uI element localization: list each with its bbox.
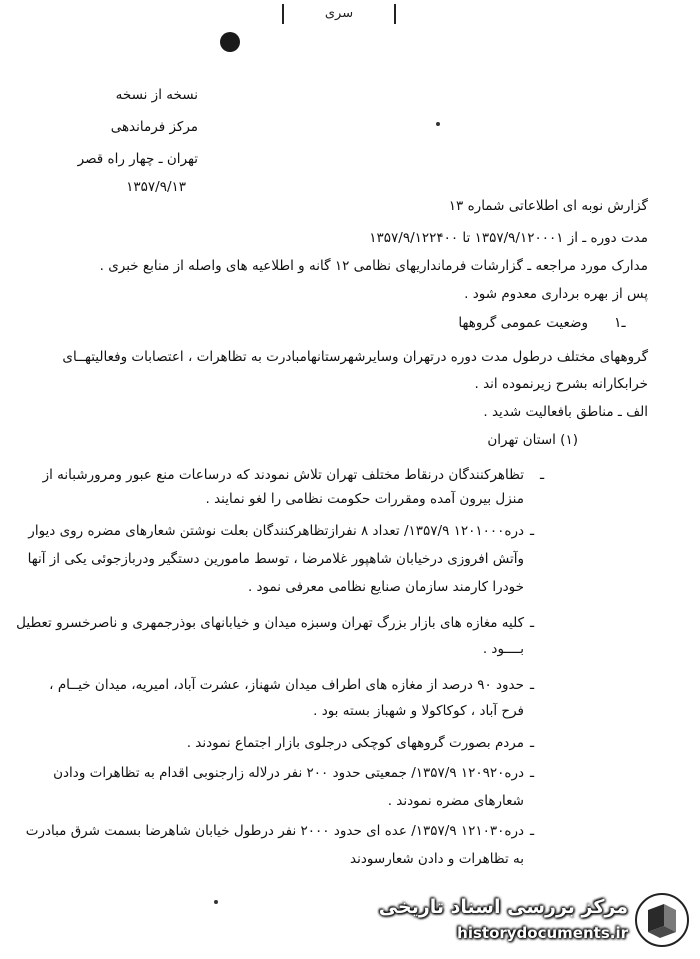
header-date: ۱۳۵۷/۹/۱۳ <box>126 179 186 195</box>
copy-line: نسخه از نسخه <box>115 87 198 103</box>
bullet-line: وآتش افروزی درخیابان شاهپور غلامرضا ، توسط مامورین دستگیر ودربازجوئی یکی از آنها <box>27 551 524 567</box>
watermark <box>378 890 694 952</box>
report-period: مدت دوره ـ از ۱۳۵۷/۹/۱۲۰۰۰۱ تا ۱۳۵۷/۹/۱۲۲۴۰۰ <box>369 230 648 246</box>
bullet-line: دره۱۲۰۱۰۰۰ ۱۳۵۷/۹/ تعداد ۸ نفرازتظاهرکنندگان بعلت نوشتن شعارهای مضره روی دیوار <box>28 523 524 539</box>
section-intro-line-1: گروههای مختلف درطول مدت دوره درتهران وسایرشهرستانهامبادرت به تظاهرات ، اعتصابات وفعالیتهــای <box>62 349 648 365</box>
section-number: ۱ـ <box>614 315 626 331</box>
punch-hole <box>220 32 240 52</box>
bullet-dash: ـ <box>530 615 535 631</box>
bullet-line: فرح آباد ، کوکاکولا و شهباز بسته بود . <box>313 703 524 719</box>
bullet-line: حدود ۹۰ درصد از مغازه های اطراف میدان شهناز، عشرت آباد، امیریه، میدان خیــام ، <box>49 677 524 693</box>
watermark-title: مرکز بررسی اسناد تاریخی <box>378 896 628 918</box>
section-heading: وضعیت عمومی گروهها <box>458 315 588 331</box>
bullet-line: منزل بیرون آمده ومقررات حکومت نظامی را لغو نمایند . <box>205 491 524 507</box>
archive-logo-icon <box>634 892 690 948</box>
bullet-dash: ـ <box>530 735 535 751</box>
report-title: گزارش نوبه ای اطلاعاتی شماره ۱۳ <box>448 198 648 214</box>
recipient-line: مرکز فرماندهی <box>110 119 198 135</box>
stamp-text: سری <box>324 6 354 21</box>
bullet-line: تظاهرکنندگان درنقاط مختلف تهران تلاش نمودند که درساعات منع عبور ومرورشبانه از <box>42 467 524 483</box>
bullet-dash: ـ <box>530 823 535 839</box>
speck <box>436 122 440 126</box>
bullet-dash: ـ <box>530 677 535 693</box>
address-line: تهران ـ چهار راه قصر <box>77 151 198 167</box>
classification-stamp <box>282 4 396 24</box>
bullet-line: دره۱۲۱۰۳۰ ۱۳۵۷/۹/ عده ای حدود ۲۰۰۰ نفر درطول خیابان شاهرضا بسمت شرق مبادرت <box>25 823 524 839</box>
bullet-dash: ـ <box>530 523 535 539</box>
province-heading: (۱) استان تهران <box>487 432 578 448</box>
bullet-line: شعارهای مضره نمودند . <box>387 793 524 809</box>
speck <box>214 900 218 904</box>
section-intro-line-2: خرابکارانه بشرح زیرنموده اند . <box>474 376 648 392</box>
bullet-line: دره۱۲۰۹۲۰ ۱۳۵۷/۹/ جمعیتی حدود ۲۰۰ نفر درلاله زارجنوبی اقدام به تظاهرات ودادن <box>53 765 524 781</box>
bullet-dash: ـ <box>530 765 535 781</box>
bullet-line: مردم بصورت گروههای کوچکی درجلوی بازار اجتماع نمودند . <box>186 735 524 751</box>
watermark-url: historydocuments.ir <box>457 924 628 942</box>
bullet-dash: ـ <box>540 467 545 483</box>
report-references: مدارک مورد مراجعه ـ گزارشات فرمانداریهای نظامی ۱۲ گانه و اطلاعیه های واصله از منابع خبری . <box>99 258 648 274</box>
bullet-line: خودرا کارمند سازمان صنایع نظامی معرفی نمود . <box>247 579 524 595</box>
destroy-note: پس از بهره برداری معدوم شود . <box>464 286 648 302</box>
subsection-a: الف ـ مناطق بافعالیت شدید . <box>483 404 648 420</box>
bullet-line: کلیه مغازه های بازار بزرگ تهران وسبزه میدان و خیابانهای بوذرجمهری و ناصرخسرو تعطیل <box>16 615 524 631</box>
bullet-line: بــــود . <box>482 641 524 657</box>
bullet-line: به تظاهرات و دادن شعارسودند <box>350 851 524 867</box>
